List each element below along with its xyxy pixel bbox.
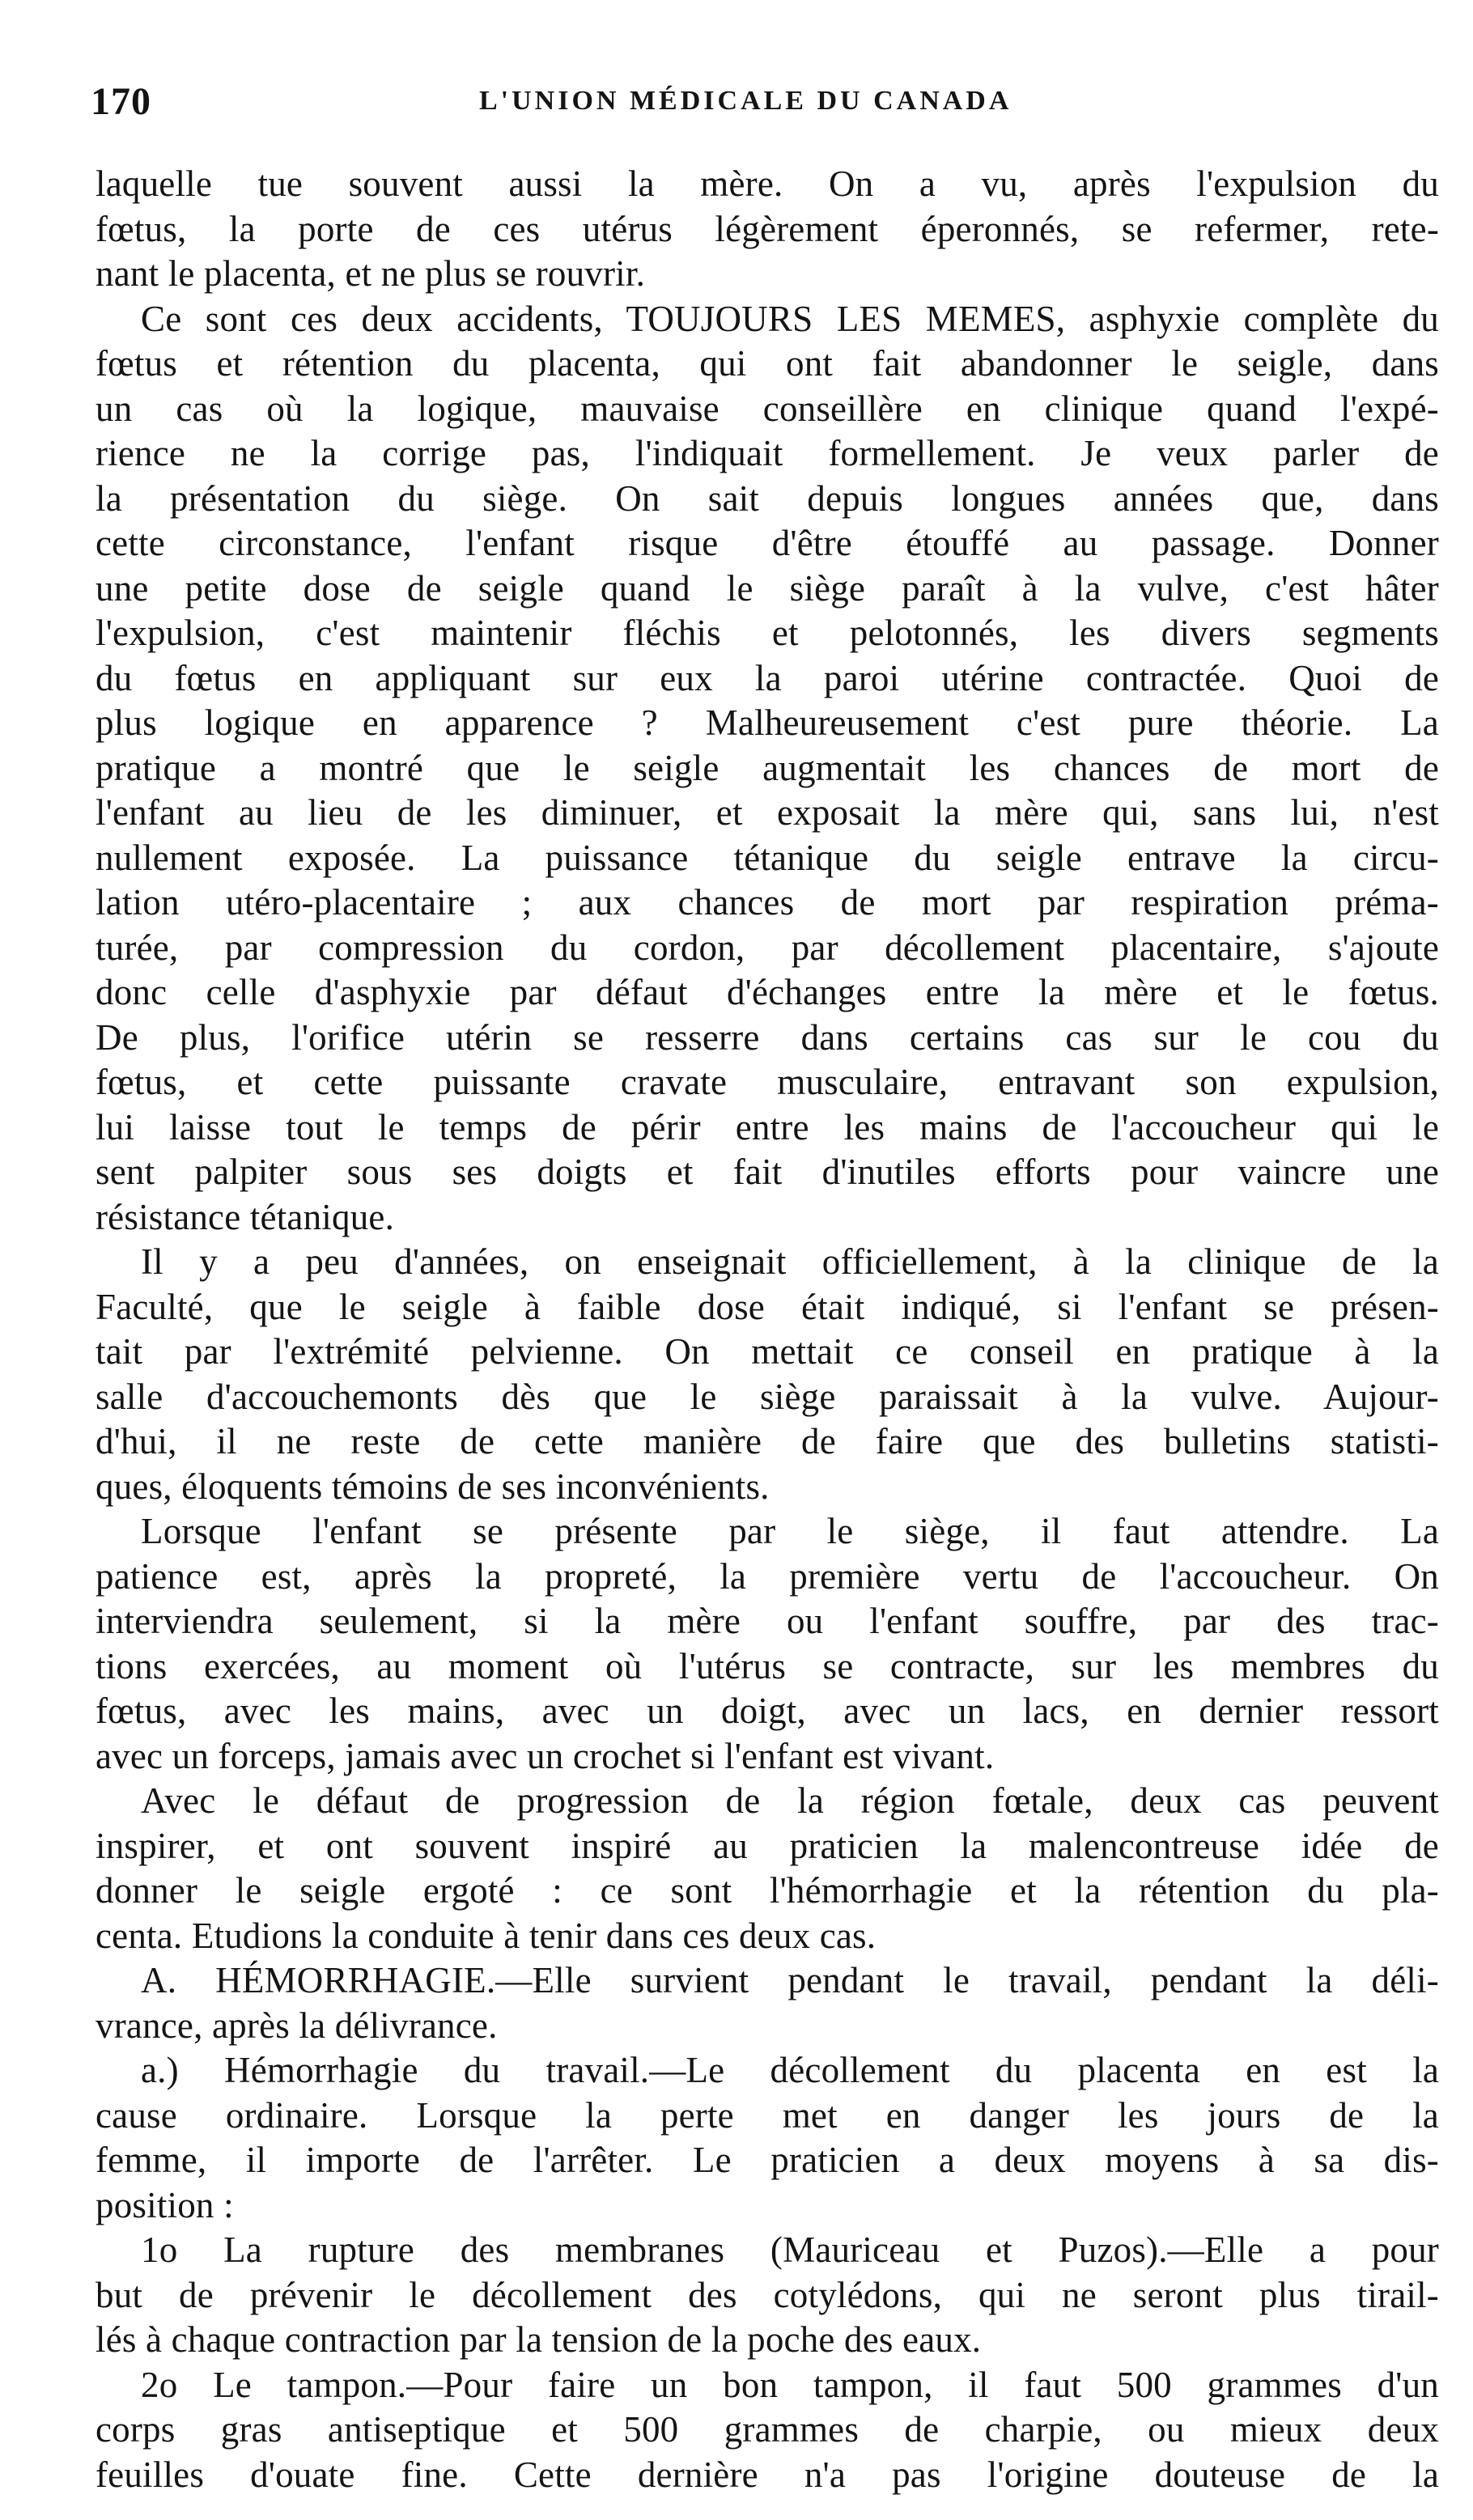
text-line: fœtus et rétention du placenta, qui ont fait abandonner le seigle, dans xyxy=(96,343,1439,384)
text-line: la présentation du siège. On sait depuis longues années que, dans xyxy=(96,477,1439,519)
text-line: donner le seigle ergoté : ce sont l'hémorrhagie et la rétention du pla- xyxy=(96,1870,1439,1911)
running-head xyxy=(91,79,1418,128)
text-line: lation utéro-placentaire ; aux chances de mort par respiration préma- xyxy=(96,882,1439,923)
text-line: tait par l'extrémité pelvienne. On mettait ce conseil en pratique à la xyxy=(96,1331,1439,1372)
text-line: donc celle d'asphyxie par défaut d'échanges entre la mère et le fœtus. xyxy=(96,972,1439,1012)
text-line: plus logique en apparence ? Malheureusement c'est pure théorie. La xyxy=(96,702,1439,743)
text-line: corps gras antiseptique et 500 grammes de charpie, ou mieux deux xyxy=(96,2409,1439,2450)
text-line: nullement exposée. La puissance tétanique du seigle entrave la circu- xyxy=(96,837,1439,878)
text-line: l'expulsion, c'est maintenir fléchis et pelotonnés, les divers segments xyxy=(96,613,1439,653)
text-line: lui laisse tout le temps de périr entre les mains de l'accoucheur qui le xyxy=(96,1106,1439,1148)
text-line: résistance tétanique. xyxy=(96,1196,395,1237)
text-line: Avec le défaut de progression de la région fœtale, deux cas peuvent xyxy=(141,1780,1439,1821)
text-line: patience est, après la propreté, la première vertu de l'accoucheur. On xyxy=(96,1555,1439,1597)
text-line: lés à chaque contraction par la tension de la poche des eaux. xyxy=(96,2319,982,2360)
text-line: Faculté, que le seigle à faible dose était indiqué, si l'enfant se présen- xyxy=(96,1286,1439,1327)
text-line: avec un forceps, jamais avec un crochet si l'enfant est vivant. xyxy=(96,1735,995,1776)
text-line: sent palpiter sous ses doigts et fait d'inutiles efforts pour vaincre une xyxy=(96,1152,1439,1192)
text-line: cause ordinaire. Lorsque la perte met en danger les jours de la xyxy=(96,2094,1439,2136)
text-line: A. HÉMORRHAGIE.—Elle survient pendant le travail, pendant la déli- xyxy=(141,1960,1439,2000)
text-line: pratique a montré que le seigle augmentait les chances de mort de xyxy=(96,747,1439,788)
text-line: 2o Le tampon.—Pour faire un bon tampon, il faut 500 grammes d'un xyxy=(141,2364,1439,2405)
text-line: 1o La rupture des membranes (Mauriceau et Puzos).—Elle a pour xyxy=(141,2229,1439,2270)
text-line: inspirer, et ont souvent inspiré au praticien la malencontreuse idée de xyxy=(96,1825,1439,1866)
text-line: vrance, après la délivrance. xyxy=(96,2005,498,2046)
text-line: du fœtus en appliquant sur eux la paroi utérine contractée. Quoi de xyxy=(96,657,1439,698)
page-number: 170 xyxy=(91,80,151,123)
text-line: salle d'accouchemonts dès que le siège paraissait à la vulve. Aujour- xyxy=(96,1376,1439,1417)
text-line: fœtus, et cette puissante cravate musculaire, entravant son expulsion, xyxy=(96,1062,1439,1102)
text-line: a.) Hémorrhagie du travail.—Le décollement du placenta en est la xyxy=(141,2050,1439,2090)
text-line: turée, par compression du cordon, par décollement placentaire, s'ajoute xyxy=(96,927,1439,968)
text-line: Lorsque l'enfant se présente par le siège, il faut attendre. La xyxy=(141,1511,1439,1551)
text-line: laquelle tue souvent aussi la mère. On a vu, après l'expulsion du xyxy=(96,163,1439,204)
text-line: feuilles d'ouate fine. Cette dernière n'a pas l'origine douteuse de la xyxy=(96,2454,1439,2495)
text-line: femme, il importe de l'arrêter. Le praticien a deux moyens à sa dis- xyxy=(96,2140,1439,2180)
text-line: fœtus, avec les mains, avec un doigt, avec un lacs, en dernier ressort xyxy=(96,1691,1439,1731)
text-line: Ce sont ces deux accidents, TOUJOURS LES MEMES, asphyxie complète du xyxy=(141,298,1439,339)
text-line: interviendra seulement, si la mère ou l'enfant souffre, par des trac- xyxy=(96,1601,1439,1641)
text-line: position : xyxy=(96,2184,234,2225)
text-line: d'hui, il ne reste de cette manière de faire que des bulletins statisti- xyxy=(96,1421,1439,1462)
text-line: Il y a peu d'années, on enseignait officiellement, à la clinique de la xyxy=(141,1241,1439,1282)
text-line: un cas où la logique, mauvaise conseillère en clinique quand l'expé- xyxy=(96,388,1439,429)
text-line: ques, éloquents témoins de ses inconvénients. xyxy=(96,1466,770,1507)
text-line: cette circonstance, l'enfant risque d'être étouffé au passage. Donner xyxy=(96,523,1439,563)
text-line: but de prévenir le décollement des cotylédons, qui ne seront plus tirail- xyxy=(96,2274,1439,2315)
journal-title: L'UNION MÉDICALE DU CANADA xyxy=(479,86,1012,116)
text-line: tions exercées, au moment où l'utérus se contracte, sur les membres du xyxy=(96,1645,1439,1686)
text-line: l'enfant au lieu de les diminuer, et exposait la mère qui, sans lui, n'est xyxy=(96,792,1439,833)
text-line: nant le placenta, et ne plus se rouvrir. xyxy=(96,253,646,294)
text-line: rience ne la corrige pas, l'indiquait formellement. Je veux parler de xyxy=(96,433,1439,473)
text-line: De plus, l'orifice utérin se resserre dans certains cas sur le cou du xyxy=(96,1016,1439,1058)
text-line: centa. Etudions la conduite à tenir dans ces deux cas. xyxy=(96,1915,877,1956)
text-line: fœtus, la porte de ces utérus légèrement éperonnés, se refermer, rete- xyxy=(96,208,1439,249)
text-line: une petite dose de seigle quand le siège paraît à la vulve, c'est hâter xyxy=(96,567,1439,609)
article-body xyxy=(96,162,1439,2497)
